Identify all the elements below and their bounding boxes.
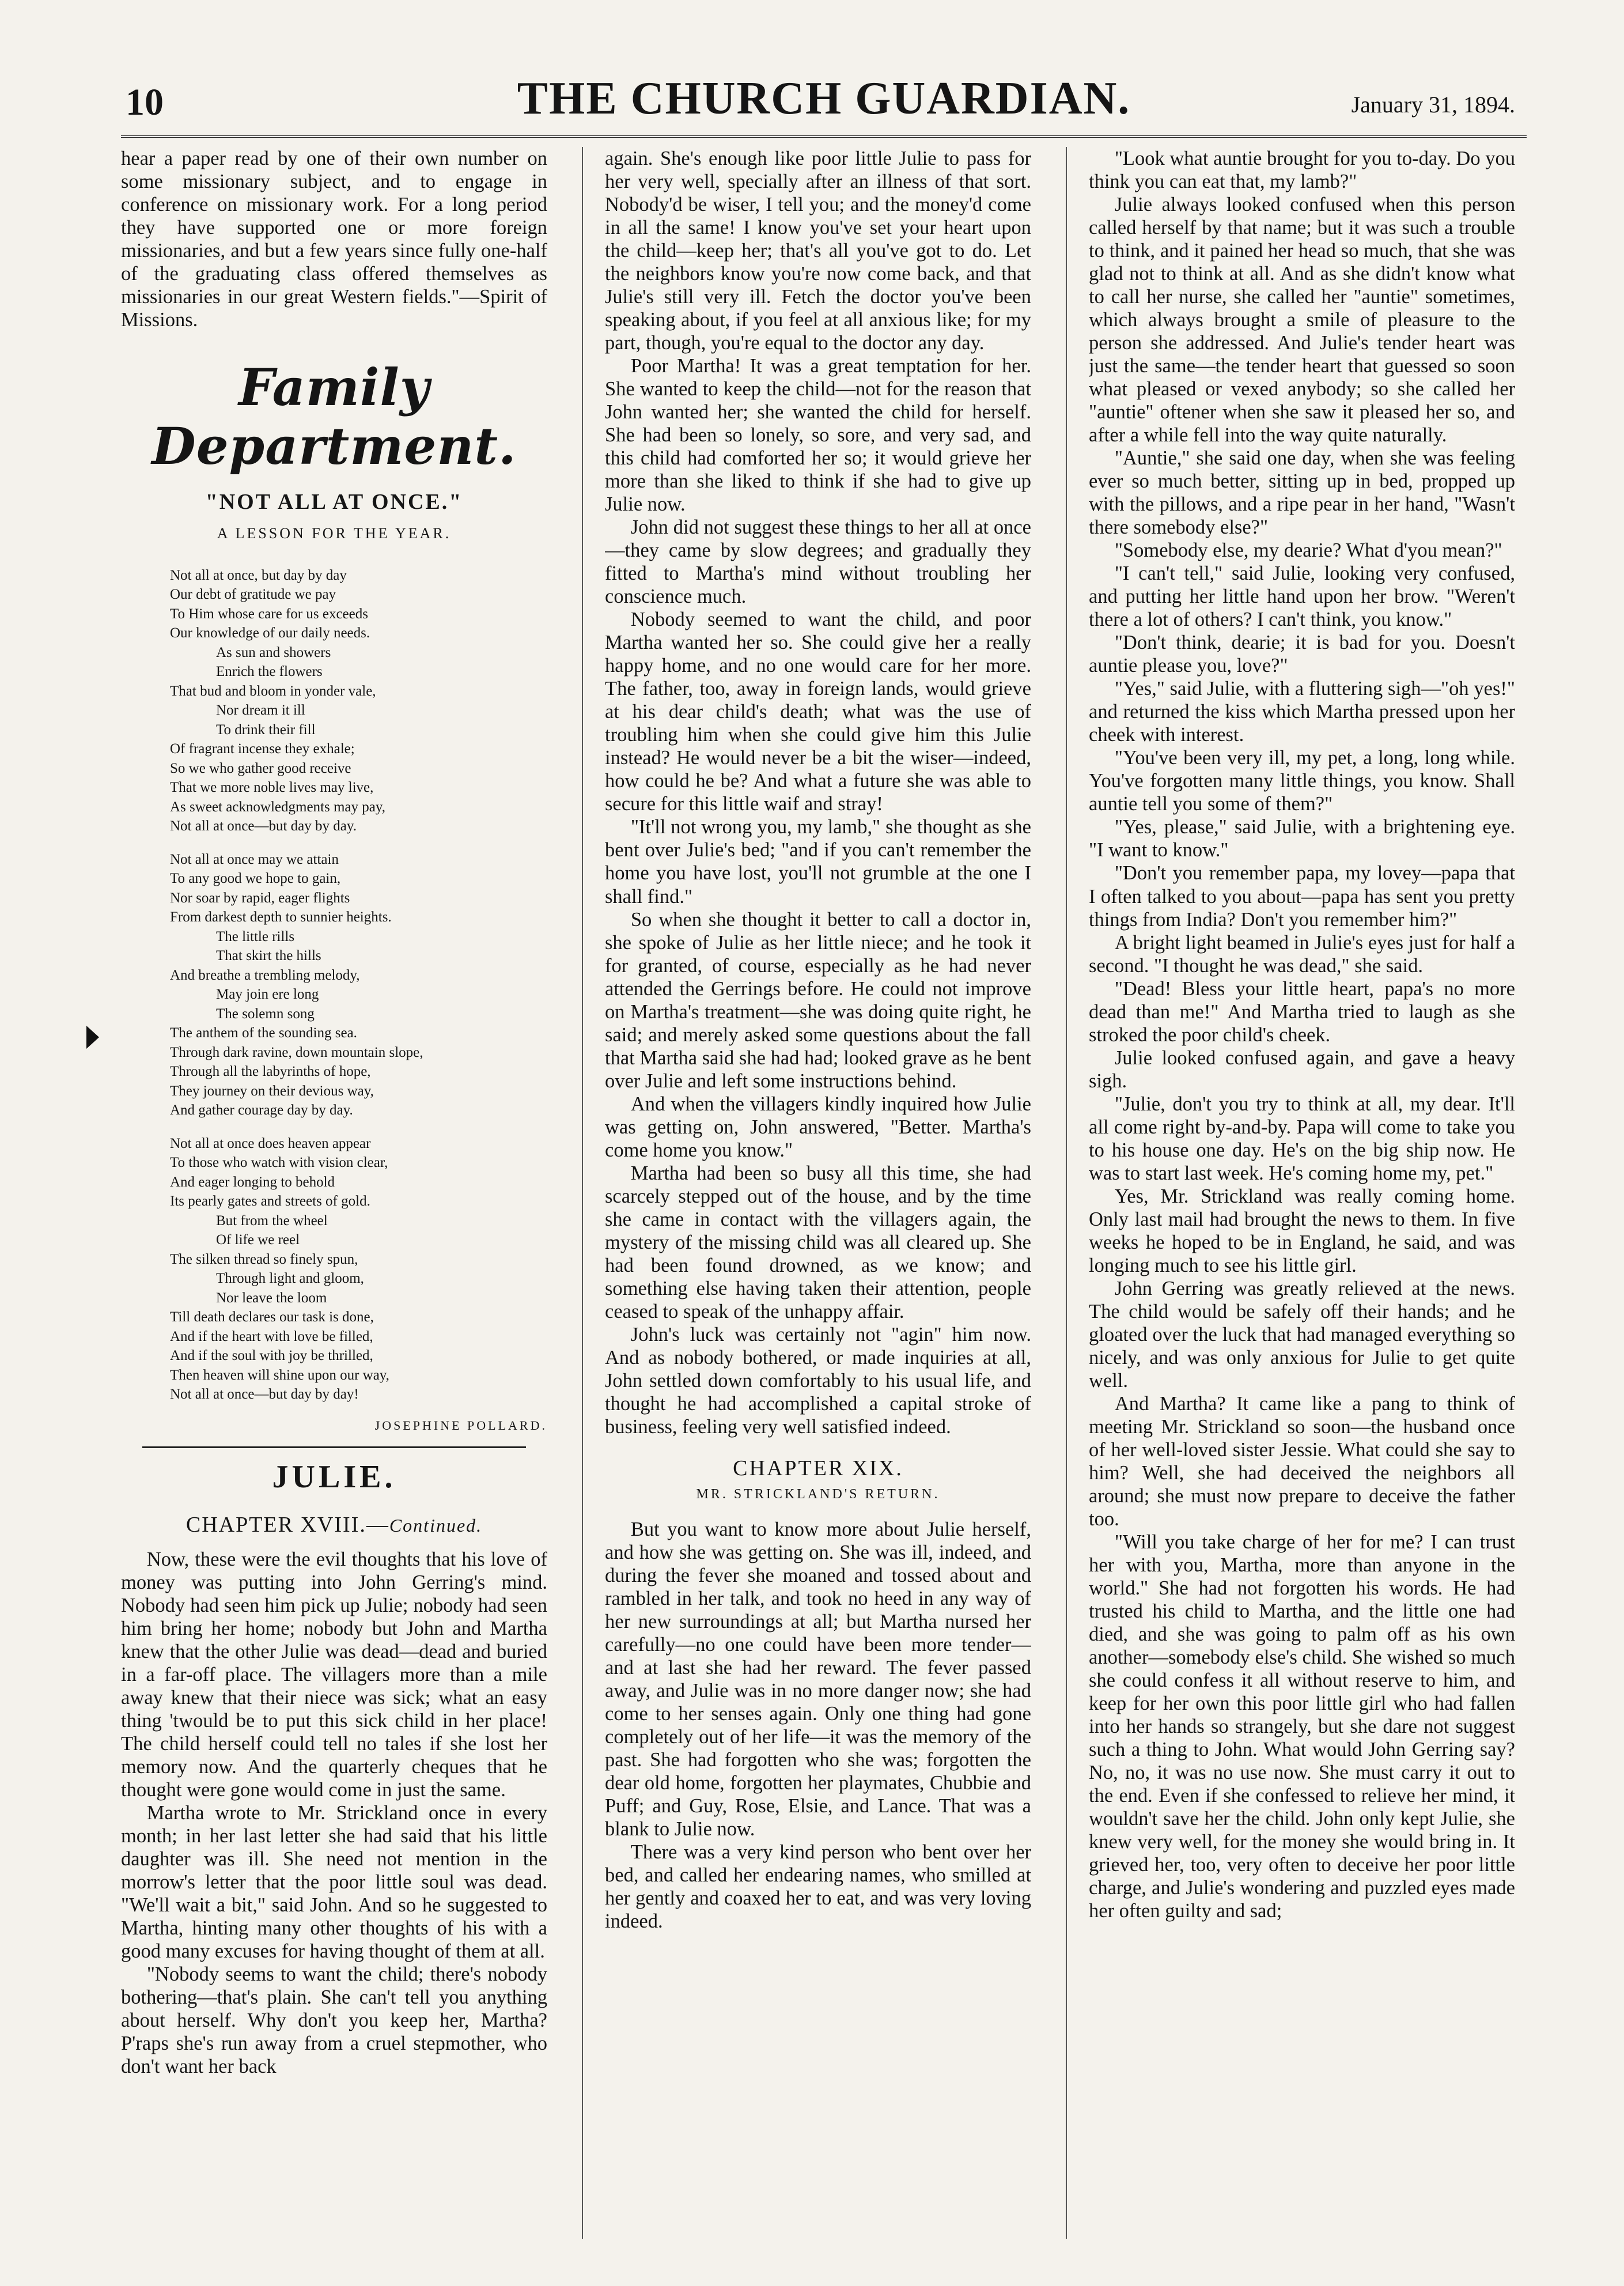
poem-line: The little rills xyxy=(216,928,295,944)
poem-line: Nor soar by rapid, eager flights xyxy=(170,890,350,906)
story-paragraph: There was a very kind person who bent over her bed, and called her endearing names, who smilled at her gently and coaxed her to eat, and was very loving indeed. xyxy=(605,1841,1031,1933)
story-paragraph: "Auntie," she said one day, when she was feeling ever so much better, sitting up in bed, propped up with the pillows, and a ripe pear in her hand, "Wasn't there somebody else?" xyxy=(1089,447,1515,539)
column-divider xyxy=(1066,147,1067,2239)
chapter-number: CHAPTER XVIII.— xyxy=(186,1512,389,1537)
story-paragraph: "I can't tell," said Julie, looking very confused, and putting her little hand upon her brow. "Weren't there a lot of others? I can't think, you know." xyxy=(1089,562,1515,631)
poem-line: Through light and gloom, xyxy=(216,1271,364,1287)
poem-stanza xyxy=(170,850,547,1120)
poem-line: And gather courage day by day. xyxy=(170,1102,353,1119)
poem-line: And if the heart with love be filled, xyxy=(170,1328,373,1344)
story-paragraph: And when the villagers kindly inquired how Julie was getting on, John answered, "Better. Martha's come home you know." xyxy=(605,1093,1031,1161)
story-paragraph: "Nobody seems to want the child; there's nobody bothering—that's plain. She can't tell you anything about herself. Why don't you keep her, Martha? P'raps she's run away from a cruel stepmother, who don't want her back xyxy=(121,1963,547,2078)
story-paragraph: Martha wrote to Mr. Strickland once in every month; in her last letter she had said that his little daughter was ill. She need not mention in the morrow's letter that the poor little soul was dead. "We'll wait a bit," said John. And so he suggested to Martha, hinting many other thoughts of his with a good many excuses for having thought of them at all. xyxy=(121,1802,547,1963)
story-paragraph: again. She's enough like poor little Julie to pass for her very well, specially after an illness of that sort. Nobody'd be wiser, I tell you; and the money'd come in all the same! I know you've set your heart upon the child—keep her; that's all you've got to do. Let the neighbors know you're now come back, and that Julie's still very ill. Fetch the doctor you've been speaking about, if you feel at all anxious like; for my part, though, you're equal to the doctor any day. xyxy=(605,148,1031,354)
issue-date: January 31, 1894. xyxy=(1351,92,1515,118)
poem-line: The solemn song xyxy=(216,1006,315,1022)
poem-line: The silken thread so finely spun, xyxy=(170,1251,358,1267)
story-paragraph: A bright light beamed in Julie's eyes just for half a second. "I thought he was dead," she said. xyxy=(1089,931,1515,977)
poem-line: To those who watch with vision clear, xyxy=(170,1155,388,1171)
poem-line: They journey on their devious way, xyxy=(170,1083,374,1099)
story-paragraph: "Don't you remember papa, my lovey—papa that I often talked to you about—papa has sent you pretty things from India? Don't you remember him?" xyxy=(1089,862,1515,931)
poem-line: May join ere long xyxy=(216,987,319,1003)
story-paragraph: Martha had been so busy all this time, she had scarcely stepped out of the house, and by the time she came in contact with the villagers again, the mystery of the missing child was all cleared up. She had been found drowned, as we know; and something else having taken their attention, people ceased to speak of the unhappy affair. xyxy=(605,1162,1031,1323)
story-paragraph: Nobody seemed to want the child, and poor Martha wanted her so. She could give her a really happy home, and no one would care for her more. The father, too, away in foreign lands, would grieve at his dear child's death; what was the use of troubling him when she could give him this Julie instead? He would never be a bit the wiser—indeed, how could he be? And what a future she was able to secure for this little waif and stray! xyxy=(605,609,1031,815)
story-paragraph: "You've been very ill, my pet, a long, long while. You've forgotten many little things, you know. Shall auntie tell you some of them?" xyxy=(1089,747,1515,815)
poem-line: Not all at once does heaven appear xyxy=(170,1135,371,1151)
poem xyxy=(170,566,547,1404)
header-rule xyxy=(121,135,1527,138)
poem-line: And if the soul with joy be thrilled, xyxy=(170,1348,373,1364)
department-title: Family Department. xyxy=(152,357,517,477)
poem-subtitle: A LESSON FOR THE YEAR. xyxy=(217,525,452,542)
story-title: JULIE. xyxy=(272,1459,396,1495)
poem-line: From darkest depth to sunnier heights. xyxy=(170,909,392,925)
story-paragraph: "Dead! Bless your little heart, papa's no more dead than me!" And Martha tried to laugh as she stroked the poor child's cheek. xyxy=(1089,977,1515,1046)
story-paragraph: And Martha? It came like a pang to think of meeting Mr. Strickland so soon—the husband once of her well-loved sister Jessie. What could she say to him? Well, she had deceived the neighbors all around; she must now prepare to deceive the father too. xyxy=(1089,1392,1515,1530)
story-paragraph: So when she thought it better to call a doctor in, she spoke of Julie as her little niece; and he took it for granted, of course, especially as he had never attended the Gerrings before. He could not improve on Martha's treatment—she was doing quite right, he said; and merely asked some questions about the fall that Martha said she had had; looked grave as he bent over Julie and left some instructions behind. xyxy=(605,908,1031,1092)
newspaper-title: THE CHURCH GUARDIAN. xyxy=(517,73,1131,124)
poem-line: Of life we reel xyxy=(216,1232,300,1248)
poem-line: That bud and bloom in yonder vale, xyxy=(170,683,376,699)
story-paragraph: John Gerring was greatly relieved at the news. The child would be safely off their hands; and he gloated over the luck that had managed everything so nicely, and was only anxious for Julie to get quite well. xyxy=(1089,1277,1515,1392)
section-divider xyxy=(142,1446,526,1448)
poem-line: But from the wheel xyxy=(216,1212,328,1229)
poem-stanza xyxy=(170,1134,547,1404)
chapter-heading xyxy=(121,1512,547,1537)
story-paragraph: Now, these were the evil thoughts that his love of money was putting into John Gerring's mind. Nobody had seen him pick up Julie; nobody had seen him bring her home; nobody but John and Martha knew that the other Julie was dead—dead and buried in a far-off place. The villagers more than a mile away knew that their niece was sick; what an easy thing 'twould be to put this sick child in her place! The child herself could tell no tales if she lost her memory now. And the quarterly cheques that he thought were gone would come in just the same. xyxy=(121,1548,547,1801)
column-2 xyxy=(605,147,1031,2245)
poem-stanza xyxy=(170,566,547,836)
poem-line: As sweet acknowledgments may pay, xyxy=(170,799,385,815)
column-3 xyxy=(1089,147,1515,2245)
poem-line: Not all at once may we attain xyxy=(170,851,339,867)
poem-line: That we more noble lives may live, xyxy=(170,780,374,796)
story-paragraph: "Yes, please," said Julie, with a brightening eye. "I want to know." xyxy=(1089,816,1515,861)
chapter-heading: CHAPTER XIX. xyxy=(733,1456,903,1480)
poem-line: And eager longing to behold xyxy=(170,1174,335,1190)
poem-line: The anthem of the sounding sea. xyxy=(170,1025,357,1041)
story-paragraph: John's luck was certainly not "agin" him now. And as nobody bothered, or made inquiries at all, John settled down comfortably to his usual life, and thought he had accomplished a capital stroke of business, feeling very well satisfied indeed. xyxy=(605,1323,1031,1438)
poem-line: Nor leave the loom xyxy=(216,1290,327,1306)
story-paragraph: Julie looked confused again, and gave a heavy sigh. xyxy=(1089,1046,1515,1092)
chapter-subtitle: MR. STRICKLAND'S RETURN. xyxy=(696,1486,940,1502)
poem-line: To drink their fill xyxy=(216,721,316,738)
poem-line: Till death declares our task is done, xyxy=(170,1309,374,1325)
poem-line: Through dark ravine, down mountain slope, xyxy=(170,1044,423,1060)
story-paragraph: "Will you take charge of her for me? I can trust her with you, Martha, more than anyone in the world." She had not forgotten his words. He had trusted his child to Martha, and the little one had died, and she was going to palm off as his own another—somebody else's child. She wished so much she could confess it all without reserve to him, and keep for her own this poor little girl who had fallen into her hands so strangely, but she dare not suggest such a thing to John. What would John Gerring say? No, no, it was no use now. She must carry it out to the end. Even if she confessed to relieve her mind, it wouldn't save her the child. John only kept Julie, she knew very well, for the money she would bring in. It grieved her, too, very often to deceive her poor little charge, and Julie's wondering and puzzled eyes made her often guilty and sad; xyxy=(1089,1531,1515,1922)
poem-line: Our debt of gratitude we pay xyxy=(170,587,336,603)
poem-author: JOSEPHINE POLLARD. xyxy=(374,1418,547,1433)
page-number: 10 xyxy=(126,81,164,123)
story-paragraph: "Julie, don't you try to think at all, my dear. It'll all come right by-and-by. Papa will come to take you to his house one day. He's on the big ship now. He was to start last week. He's coming home my, pet." xyxy=(1089,1093,1515,1184)
poem-line: As sun and showers xyxy=(216,644,331,660)
poem-line: Through all the labyrinths of hope, xyxy=(170,1064,371,1080)
poem-line: Its pearly gates and streets of gold. xyxy=(170,1193,370,1210)
story-paragraph: "Somebody else, my dearie? What d'you mean?" xyxy=(1114,539,1502,562)
masthead xyxy=(121,68,1527,137)
poem-line: So we who gather good receive xyxy=(170,760,351,776)
margin-marker-icon xyxy=(86,1026,99,1049)
chapter-continued-label: Continued. xyxy=(389,1514,483,1536)
story-paragraph: "Look what auntie brought for you to-day. Do you think you can eat that, my lamb?" xyxy=(1089,148,1515,193)
poem-line: Then heaven will shine upon our way, xyxy=(170,1367,389,1383)
poem-line: Of fragrant incense they exhale; xyxy=(170,741,355,757)
poem-line: Our knowledge of our daily needs. xyxy=(170,625,370,641)
story-paragraph: "Don't think, dearie; it is bad for you. Doesn't auntie please you, love?" xyxy=(1089,632,1515,677)
story-paragraph: "Yes," said Julie, with a fluttering sigh—"oh yes!" and returned the kiss which Martha pressed upon her cheek with interest. xyxy=(1089,678,1515,746)
poem-line: To any good we hope to gain, xyxy=(170,871,341,887)
poem-line: To Him whose care for us exceeds xyxy=(170,606,368,622)
column-1 xyxy=(121,147,547,2245)
poem-line: Not all at once, but day by day xyxy=(170,567,347,583)
story-paragraph: Julie always looked confused when this person called herself by that name; but it was such a trouble to think, and it pained her head so much, that she was glad not to think at all. And as she didn't know what to call her nurse, she called her "auntie" sometimes, which always brought a smile of pleasure to the person she addressed. And Julie's tender heart was just the same—the tender heart that guessed so soon what pleased or vexed anybody; so she called her "auntie" oftener when she saw it pleased her so, and after a while fell into the way quite naturally. xyxy=(1089,194,1515,447)
column-divider xyxy=(582,147,583,2239)
poem-line: Not all at once—but day by day! xyxy=(170,1386,359,1403)
story-paragraph: But you want to know more about Julie herself, and how she was getting on. She was ill, indeed, and during the fever she moaned and tossed about and rambled in her talk, and took no heed in any way of her new surroundings at all; but Martha nursed her carefully—no one could have been more tender—and at last she had her reward. The fever passed away, and Julie was in no more danger now; she had come to her senses again. Only one thing had gone completely out of her life—it was the memory of the past. She had forgotten who she was; forgotten the dear old home, forgotten her playmates, Chubbie and Puff; and Guy, Rose, Elsie, and Lance. That was a blank to Julie now. xyxy=(605,1518,1031,1840)
poem-line: And breathe a trembling melody, xyxy=(170,967,360,983)
poem-line: Nor dream it ill xyxy=(216,702,305,719)
story-paragraph: John did not suggest these things to her all at once—they came by slow degrees; and gradually they fitted to Martha's mind without troubling her conscience much. xyxy=(605,516,1031,608)
story-paragraph: "It'll not wrong you, my lamb," she thought as she bent over Julie's bed; "and if you can't remember the home you have lost, you'll not grumble at the one I shall find." xyxy=(605,816,1031,908)
poem-title: "NOT ALL AT ONCE." xyxy=(205,490,463,515)
story-paragraph: Yes, Mr. Strickland was really coming home. Only last mail had brought the news to them. In five weeks he hoped to be in England, he said, and was longing much to see his little girl. xyxy=(1089,1185,1515,1276)
poem-line: That skirt the hills xyxy=(216,948,321,964)
intro-paragraph: hear a paper read by one of their own number on some missionary subject, and to engage in conference on missionary work. For a long period they have supported one or more foreign missionaries, and but a few years since fully one-half of the graduating class offered themselves as missionaries in our great Western fields."—Spirit of Missions. xyxy=(121,148,547,331)
story-paragraph: Poor Martha! It was a great temptation for her. She wanted to keep the child—not for the reason that John wanted her; she wanted the child for herself. She had been so lonely, so sore, and very sad, and this child had comforted her so; it would grieve her more than she liked to think if she had to give up Julie now. xyxy=(605,355,1031,516)
poem-line: Enrich the flowers xyxy=(216,664,323,680)
poem-line: Not all at once—but day by day. xyxy=(170,818,357,834)
